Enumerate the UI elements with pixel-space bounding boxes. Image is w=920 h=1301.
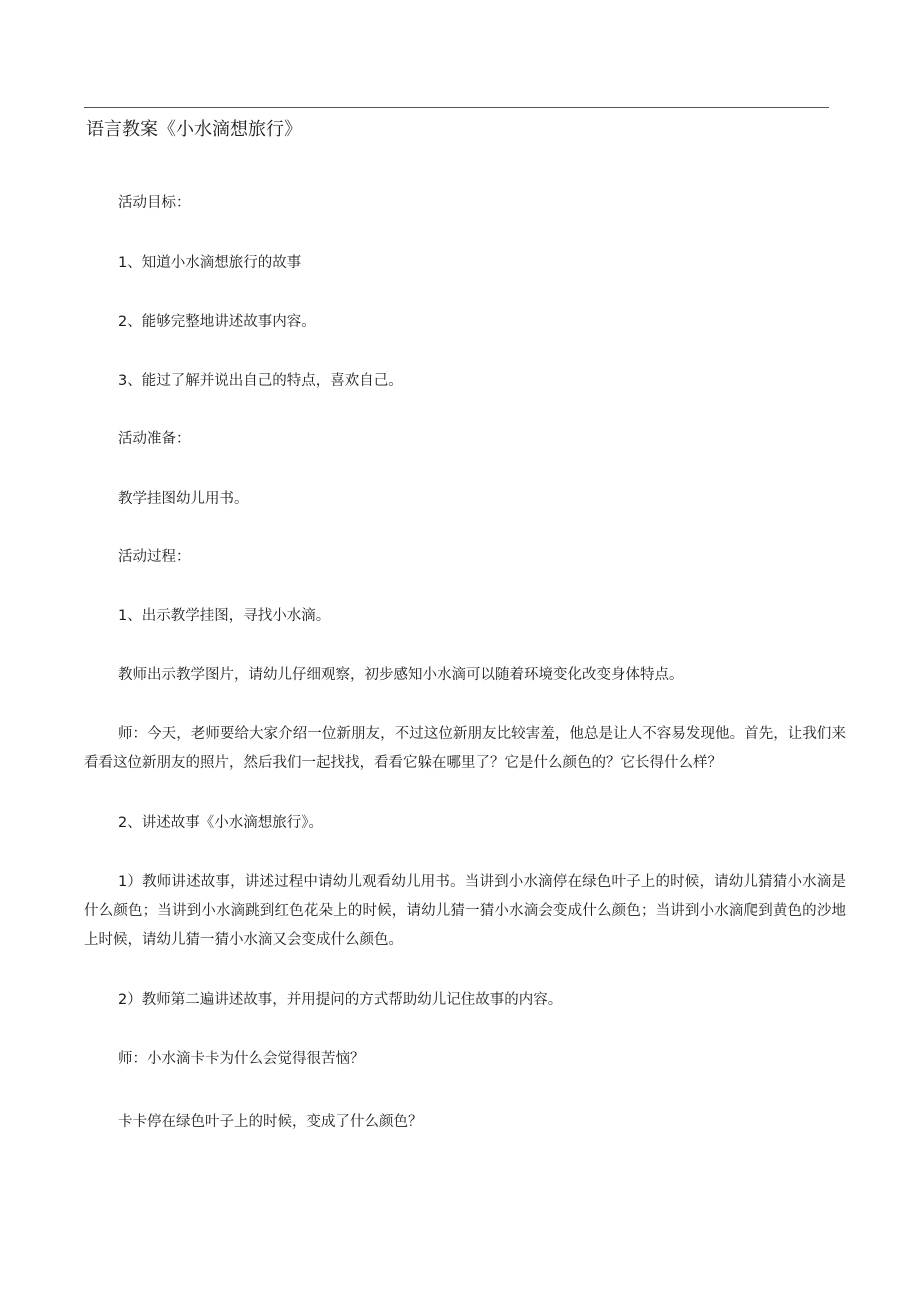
document-title: 语言教案《小水滴想旅行》	[86, 119, 302, 140]
step-2-2-text: 2）教师第二遍讲述故事，并用提问的方式帮助幼儿记住故事的内容。	[118, 992, 563, 1008]
teacher-intro-paragraph: 师：今天，老师要给大家介绍一位新朋友，不过这位新朋友比较害羞，他总是让人不容易发现他。首先，让我们来看看这位新朋友的照片，然后我们一起找找，看看它躲在哪里了？它是什么颜色的？它长得什么样？	[84, 726, 846, 771]
header-rule	[84, 107, 829, 108]
step-1-description: 教师出示教学图片，请幼儿仔细观察，初步感知小水滴可以随着环境变化改变身体特点。	[118, 667, 684, 683]
step-2-1-paragraph: 1）教师讲述故事，讲述过程中请幼儿观看幼儿用书。当讲到小水滴停在绿色叶子上的时候，请幼儿猜猜小水滴是什么颜色；当讲到小水滴跳到红色花朵上的时候，请幼儿猜一猜小水滴会变成什么颜色；当讲到小水滴爬到黄色的沙地上时候，请幼儿猜一猜小水滴又会变成什么颜色。	[84, 874, 846, 948]
process-heading: 活动过程：	[118, 549, 191, 565]
goal-heading: 活动目标：	[118, 195, 191, 211]
question-1: 师：小水滴卡卡为什么会觉得很苦恼？	[118, 1051, 365, 1067]
step-2-heading: 2、讲述故事《小水滴想旅行》。	[118, 815, 323, 831]
prep-text: 教学挂图幼儿用书。	[118, 491, 249, 507]
goal-item-3: 3、能过了解并说出自己的特点，喜欢自己。	[118, 373, 403, 389]
goal-item-2: 2、能够完整地讲述故事内容。	[118, 314, 316, 330]
prep-heading: 活动准备：	[118, 431, 191, 447]
step-1-heading: 1、出示教学挂图，寻找小水滴。	[118, 608, 331, 624]
goal-item-1: 1、知道小水滴想旅行的故事	[118, 255, 302, 271]
question-2: 卡卡停在绿色叶子上的时候，变成了什么颜色？	[118, 1114, 423, 1130]
